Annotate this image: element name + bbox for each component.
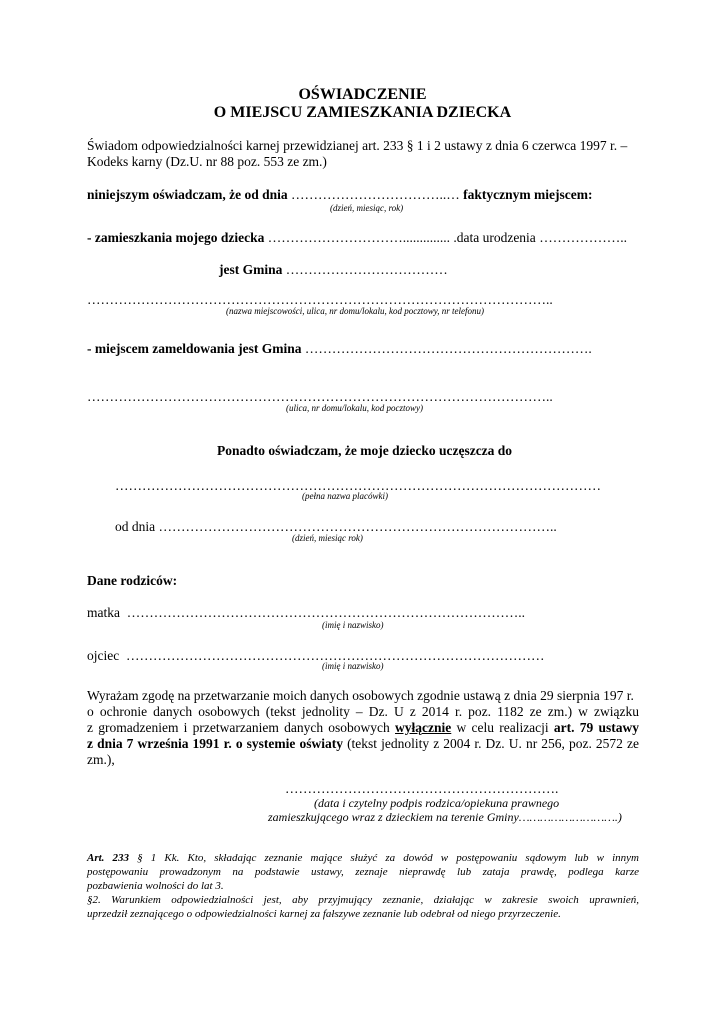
consent-line4-post: (tekst jednolity z 2004 r. Dz. U. nr 256, poz. 2572 ze (347, 736, 639, 751)
residence-gmina-label: jest Gmina (219, 262, 283, 277)
birth-date-field-dots[interactable]: ……………….. (539, 230, 627, 245)
consent-exclusively: wyłącznie (395, 720, 452, 735)
footnote-line2: postępowaniu prowadzonym na podstawie ustawy, zeznaje nieprawdę lub zataja prawdę, podlega karze (87, 866, 639, 878)
father-caption: (imię i nazwisko) (322, 661, 384, 671)
school-from-field-dots[interactable]: …………………………………………………………………………….. (158, 519, 557, 534)
residence-gmina-row (219, 262, 448, 278)
father-label: ojciec (87, 648, 120, 663)
consent-line3-pre: z gromadzeniem i przetwarzaniem danych osobowych (87, 720, 390, 735)
mother-field-dots[interactable]: …………………………………………………………………………….. (126, 605, 525, 620)
consent-line3-mid: w celu realizacji (456, 720, 549, 735)
footnote-article-label: Art. 233 (87, 852, 130, 864)
school-from-caption: (dzień, miesiąc rok) (292, 533, 363, 543)
footnote-line5: uprzedził zeznającego o odpowiedzialności karnej za fałszywe zeznanie lub odebrał od niego przyrzeczenie. (87, 908, 561, 920)
school-name-caption: (pełna nazwa placówki) (302, 491, 388, 501)
consent-line5: zm.), (87, 752, 115, 767)
consent-line2: o ochronie danych osobowych (tekst jednolity – Dz. U z 2014 r. poz. 1182 ze zm.) w związku (87, 704, 639, 719)
document-title-line1: OŚWIADCZENIE (298, 86, 427, 103)
signature-field-dots[interactable]: ……………………………………………………. (285, 781, 559, 796)
father-row (87, 648, 544, 664)
signature-caption-line1: (data i czytelny podpis rodzica/opiekuna prawnego (314, 796, 560, 810)
statement-prefix: niniejszym oświadczam, że od dnia (87, 187, 288, 202)
mother-label: matka (87, 605, 120, 620)
consent-line3 (87, 720, 639, 736)
intro-line1: Świadom odpowiedzialności karnej przewidzianej art. 233 § 1 i 2 ustawy z dnia 6 czerwca 1997 r. – (87, 138, 628, 153)
footnote-line1 (87, 852, 639, 864)
footnote-line3: pozbawienia wolności do lat 3. (87, 880, 224, 892)
residence-field-dots[interactable]: ………………………….............. (267, 230, 450, 245)
registration-address-field-dots[interactable]: ………………………………………………………………………………………….. (87, 389, 553, 404)
school-heading: Ponadto oświadczam, że moje dziecko uczęszcza do (217, 443, 513, 458)
footnote-line4: §2. Warunkiem odpowiedzialności jest, aby przyjmujący zeznanie, działając w zakresie swoich uprawnień, (87, 894, 639, 906)
consent-line4 (87, 736, 639, 752)
footnote-line1-text: § 1 Kk. Kto, składając zeznanie mające służyć za dowód w postępowaniu sądowym lub w innym (137, 852, 639, 864)
school-from-label: od dnia (115, 519, 156, 534)
document-title-line2: O MIEJSCU ZAMIESZKANIA DZIECKA (213, 104, 512, 121)
residence-gmina-field-dots[interactable]: ……………………………… (285, 262, 448, 277)
intro-line2: Kodeks karny (Dz.U. nr 88 poz. 553 ze zm.) (87, 154, 327, 169)
mother-caption: (imię i nazwisko) (322, 620, 384, 630)
parents-heading: Dane rodziców: (87, 573, 178, 588)
registration-row (87, 341, 592, 357)
registration-address-caption: (ulica, nr domu/lokalu, kod pocztowy) (286, 403, 423, 413)
signature-caption-line2: zamieszkującego wraz z dzieckiem na terenie Gminy……………………….) (268, 810, 622, 824)
date-field-dots[interactable]: ……………………………..… (291, 187, 460, 202)
father-field-dots[interactable]: ………………………………………………………………………………… (125, 648, 545, 663)
residence-row (87, 230, 627, 246)
consent-article-79: art. 79 ustawy (553, 720, 639, 735)
statement-row (87, 187, 592, 203)
residence-label: - zamieszkania mojego dziecka (87, 230, 265, 245)
birth-date-label: .data urodzenia (453, 230, 536, 245)
residence-address-field-dots[interactable]: ………………………………………………………………………………………….. (87, 292, 553, 307)
registration-gmina-field-dots[interactable]: ………………………………………………………. (304, 341, 592, 356)
consent-line1: Wyrażam zgodę na przetwarzanie moich danych osobowych zgodnie ustawą z dnia 29 sierpnia 197 r. (87, 688, 634, 703)
date-caption: (dzień, miesiąc, rok) (330, 203, 404, 213)
mother-row (87, 605, 525, 621)
residence-address-caption: (nazwa miejscowości, ulica, nr domu/lokalu, kod pocztowy, nr telefonu) (226, 306, 484, 316)
consent-act-title: z dnia 7 września 1991 r. o systemie oświaty (87, 736, 343, 751)
statement-suffix: faktycznym miejscem: (463, 187, 593, 202)
school-name-field-dots[interactable]: ……………………………………………………………………………………………… (115, 478, 601, 493)
registration-label: - miejscem zameldowania jest Gmina (87, 341, 302, 356)
